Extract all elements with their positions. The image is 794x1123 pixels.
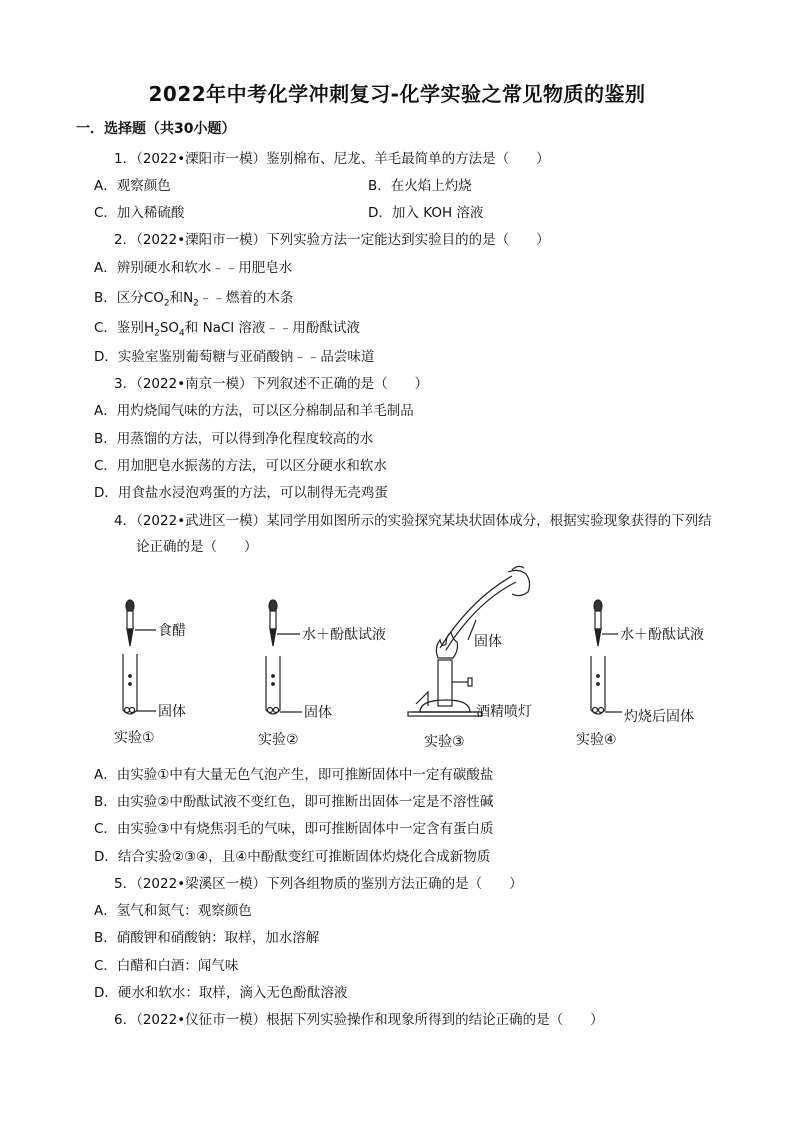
- question-4-option-a: A．由实验①中有大量无色气泡产生，即可推断固体中一定有碳酸盐: [94, 767, 494, 783]
- question-1-stem: 1．（2022•溧阳市一模）鉴别棉布、尼龙、羊毛最简单的方法是（ ）: [114, 151, 550, 167]
- question-5-option-a: A．氢气和氮气：观察颜色: [94, 903, 252, 919]
- option-text: ﹣﹣燃着的木条: [198, 290, 294, 306]
- question-3-option-c: C．用加肥皂水振荡的方法，可以区分硬水和软水: [94, 458, 387, 474]
- dropper-icon: [269, 600, 277, 646]
- question-2-option-c: [94, 316, 360, 339]
- question-1-option-b: B．在火焰上灼烧: [368, 178, 472, 194]
- label-experiment-2: 实验②: [258, 732, 299, 748]
- label-solid-1: 固体: [158, 704, 186, 720]
- test-tube-icon: [266, 656, 280, 714]
- question-1-option-d: [368, 201, 483, 221]
- question-2-option-b: [94, 286, 293, 309]
- question-3-stem: 3．（2022•南京一模）下列叙述不正确的是（ ）: [114, 376, 429, 392]
- dropper-icon: [594, 600, 602, 646]
- question-4-stem-line1: 4．（2022•武进区一模）某同学用如图所示的实验探究某块状固体成分，根据实验现象获得的下列结: [114, 513, 712, 529]
- test-tube-icon: [591, 656, 605, 714]
- question-5-option-d: D．硬水和软水：取样，滴入无色酚酞溶液: [94, 985, 348, 1001]
- question-5-option-c: C．白醋和白酒：闻气味: [94, 958, 239, 974]
- option-text: D．加入: [368, 205, 419, 221]
- formula-koh: KOH: [423, 205, 453, 221]
- question-4-option-d: D．结合实验②③④，且④中酚酞变红可推断固体灼烧化合成新物质: [94, 849, 491, 865]
- question-2-option-a: A．辨别硬水和软水﹣﹣用肥皂水: [94, 260, 293, 276]
- alcohol-lamp-icon: [408, 632, 482, 716]
- label-water-phenolphthalein-4: 水＋酚酞试液: [620, 627, 704, 643]
- label-water-phenolphthalein-2: 水＋酚酞试液: [302, 627, 386, 643]
- label-solid-2: 固体: [304, 705, 332, 721]
- label-experiment-3: 实验③: [424, 734, 465, 750]
- question-3-option-b: B．用蒸馏的方法，可以得到净化程度较高的水: [94, 431, 374, 447]
- question-3-option-a: A．用灼烧闻气味的方法，可以区分棉制品和羊毛制品: [94, 403, 414, 419]
- option-text: 溶液: [456, 205, 484, 221]
- option-text: B．区分: [94, 290, 144, 306]
- formula-nacl: NaCl: [202, 320, 235, 336]
- option-text: 溶液﹣﹣用酚酞试液: [238, 320, 360, 336]
- label-experiment-1: 实验①: [114, 730, 155, 746]
- label-vinegar: 食醋: [158, 623, 186, 639]
- label-burned-solid: 灼烧后固体: [624, 709, 694, 725]
- question-6-stem: 6．（2022•仪征市一模）根据下列实验操作和现象所得到的结论正确的是（ ）: [114, 1012, 604, 1028]
- question-2-stem: 2．（2022•溧阳市一模）下列实验方法一定能达到实验目的的是（ ）: [114, 232, 550, 248]
- question-4-option-b: B．由实验②中酚酞试液不变红色，即可推断出固体一定是不溶性碱: [94, 794, 494, 810]
- question-2-option-d: D．实验室鉴别葡萄糖与亚硝酸钠﹣﹣品尝味道: [94, 349, 375, 365]
- formula-n2: $N_2$: [183, 290, 199, 309]
- test-tube-icon: [123, 654, 137, 714]
- question-4-option-c: C．由实验③中有烧焦羽毛的气味，即可推断固体中一定含有蛋白质: [94, 821, 494, 837]
- question-3-option-d: D．用食盐水浸泡鸡蛋的方法，可以制得无壳鸡蛋: [94, 485, 388, 501]
- question-1-option-c: C．加入稀硫酸: [94, 205, 185, 221]
- question-4-stem-line2: 论正确的是（ ）: [136, 539, 258, 555]
- dropper-icon: [126, 600, 134, 646]
- formula-h2so4: $H_2SO_4$: [143, 320, 185, 339]
- question-5-option-b: B．硝酸钾和硝酸钠：取样，加水溶解: [94, 930, 320, 946]
- option-text: C．鉴别: [94, 320, 144, 336]
- page-title: 2022年中考化学冲刺复习-化学实验之常见物质的鉴别: [148, 82, 646, 106]
- label-solid-3: 固体: [474, 634, 502, 650]
- option-text: 和: [169, 290, 184, 306]
- experiment-figure: [0, 560, 794, 760]
- question-5-stem: 5．（2022•梁溪区一模）下列各组物质的鉴别方法正确的是（ ）: [114, 876, 523, 892]
- option-text: 和: [184, 320, 199, 336]
- label-experiment-4: 实验④: [576, 732, 617, 748]
- question-1-option-a: A．观察颜色: [94, 178, 171, 194]
- section-heading: 一．选择题（共30小题）: [76, 121, 236, 137]
- formula-co2: $CO_2$: [143, 290, 170, 309]
- label-alcohol-burner: 酒精喷灯: [476, 704, 532, 720]
